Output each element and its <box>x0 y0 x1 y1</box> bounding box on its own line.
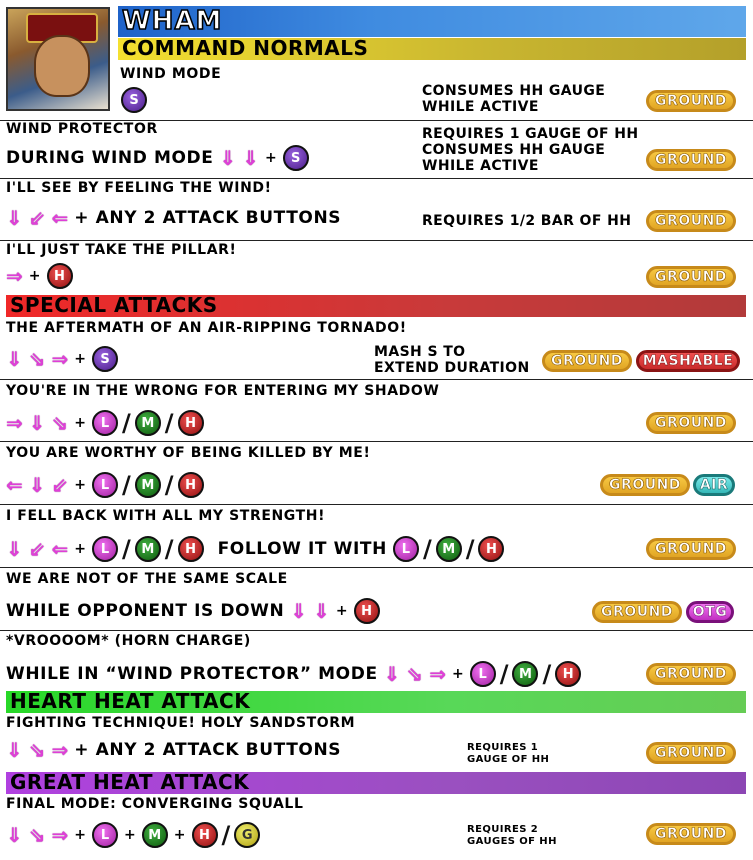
l-button-icon: L <box>92 410 118 436</box>
move-input: ⇓ ⇙ ⇐ + ANY 2 ATTACK BUTTONS <box>6 206 342 230</box>
right-arrow-icon: ⇒ <box>51 738 69 762</box>
move-note: REQUIRES 2 GAUGES OF HH <box>467 824 557 847</box>
m-button-icon: M <box>142 822 168 848</box>
move-name: I'LL SEE BY FEELING THE WIND! <box>6 180 272 196</box>
h-button-icon: H <box>478 536 504 562</box>
l-button-icon: L <box>92 472 118 498</box>
h-button-icon: H <box>178 410 204 436</box>
s-button-icon: S <box>121 87 147 113</box>
move-note: MASH S TO EXTEND DURATION <box>374 344 530 376</box>
section-title: COMMAND NORMALS <box>122 36 369 60</box>
right-arrow-icon: ⇒ <box>429 662 446 686</box>
move-name: WIND MODE <box>120 66 222 82</box>
down-right-arrow-icon: ⇘ <box>406 662 424 686</box>
move-note: REQUIRES 1/2 BAR OF HH <box>422 213 632 229</box>
ground-badge: GROUND <box>646 266 736 288</box>
ground-badge: GROUND <box>646 663 736 685</box>
down-right-arrow-icon: ⇘ <box>51 411 69 435</box>
move-name: WIND PROTECTOR <box>6 121 158 137</box>
move-input: ⇓ ⇙ ⇐ + L / M / H FOLLOW IT WITH L / M / H <box>6 535 504 563</box>
h-button-icon: H <box>555 661 581 687</box>
section-title: HEART HEAT ATTACK <box>10 689 251 713</box>
section-title: GREAT HEAT ATTACK <box>10 770 250 794</box>
character-portrait <box>6 7 110 111</box>
otg-badge: OTG <box>686 601 734 623</box>
move-input <box>121 87 147 113</box>
divider <box>0 240 753 241</box>
down-arrow-icon: ⇓ <box>6 537 23 561</box>
right-arrow-icon: ⇒ <box>51 347 69 371</box>
right-arrow-icon: ⇒ <box>51 823 69 847</box>
m-button-icon: M <box>436 536 462 562</box>
down-right-arrow-icon: ⇘ <box>28 347 46 371</box>
move-name: YOU ARE WORTHY OF BEING KILLED BY ME! <box>6 445 371 461</box>
left-arrow-icon: ⇐ <box>6 473 23 497</box>
g-button-icon: G <box>234 822 260 848</box>
right-arrow-icon: ⇒ <box>6 264 23 288</box>
s-button-icon: S <box>92 346 118 372</box>
down-arrow-icon: ⇓ <box>219 146 237 170</box>
down-left-arrow-icon: ⇙ <box>28 537 46 561</box>
down-arrow-icon: ⇓ <box>28 411 46 435</box>
divider <box>0 441 753 442</box>
mashable-badge: MASHABLE <box>636 350 740 372</box>
h-button-icon: H <box>47 263 73 289</box>
left-arrow-icon: ⇐ <box>51 206 69 230</box>
move-name: FIGHTING TECHNIQUE! HOLY SANDSTORM <box>6 715 356 731</box>
down-arrow-icon: ⇓ <box>6 347 23 371</box>
down-arrow-icon: ⇓ <box>383 662 401 686</box>
l-button-icon: L <box>393 536 419 562</box>
h-button-icon: H <box>178 536 204 562</box>
section-command-normals <box>118 38 746 60</box>
move-name: I FELL BACK WITH ALL MY STRENGTH! <box>6 508 326 524</box>
portrait-face <box>34 35 90 97</box>
down-left-arrow-icon: ⇙ <box>28 206 46 230</box>
l-button-icon: L <box>92 536 118 562</box>
move-input: DURING WIND MODE ⇓ ⇓ + S <box>6 145 309 171</box>
down-arrow-icon: ⇓ <box>313 599 330 623</box>
move-name: *VROOOOM* (HORN CHARGE) <box>6 633 251 649</box>
ground-badge: GROUND <box>646 149 736 171</box>
down-arrow-icon: ⇓ <box>242 146 259 170</box>
ground-badge: GROUND <box>646 412 736 434</box>
h-button-icon: H <box>354 598 380 624</box>
m-button-icon: M <box>135 536 161 562</box>
ground-badge: GROUND <box>646 210 736 232</box>
move-input: WHILE IN “WIND PROTECTOR” MODE ⇓ ⇘ ⇒ + L / M / H <box>6 660 581 688</box>
h-button-icon: H <box>192 822 218 848</box>
move-input: ⇐ ⇓ ⇙ + L / M / H <box>6 471 204 499</box>
m-button-icon: M <box>512 661 538 687</box>
left-arrow-icon: ⇐ <box>51 537 69 561</box>
divider <box>0 379 753 380</box>
move-input: ⇓ ⇘ ⇒ + ANY 2 ATTACK BUTTONS <box>6 738 342 762</box>
section-title: SPECIAL ATTACKS <box>10 293 218 317</box>
ground-badge: GROUND <box>600 474 690 496</box>
s-button-icon: S <box>283 145 309 171</box>
ground-badge: GROUND <box>592 601 682 623</box>
divider <box>0 567 753 568</box>
h-button-icon: H <box>178 472 204 498</box>
move-input: ⇒ ⇓ ⇘ + L / M / H <box>6 409 204 437</box>
down-left-arrow-icon: ⇙ <box>51 473 69 497</box>
move-name: WE ARE NOT OF THE SAME SCALE <box>6 571 288 587</box>
down-arrow-icon: ⇓ <box>28 473 46 497</box>
move-input: ⇒ + H <box>6 263 73 289</box>
down-arrow-icon: ⇓ <box>6 823 23 847</box>
right-arrow-icon: ⇒ <box>6 411 23 435</box>
move-name: THE AFTERMATH OF AN AIR-RIPPING TORNADO! <box>6 320 407 336</box>
l-button-icon: L <box>470 661 496 687</box>
ground-badge: GROUND <box>646 742 736 764</box>
ground-badge: GROUND <box>646 90 736 112</box>
move-input: ⇓ ⇘ ⇒ + L + M + H / G <box>6 821 260 849</box>
character-name-bar <box>118 6 746 37</box>
ground-badge: GROUND <box>646 538 736 560</box>
down-arrow-icon: ⇓ <box>6 206 23 230</box>
section-special-attacks <box>6 295 746 317</box>
ground-badge: GROUND <box>542 350 632 372</box>
move-note: REQUIRES 1 GAUGE OF HH CONSUMES HH GAUGE WHILE ACTIVE <box>422 126 639 174</box>
character-name: WHAM <box>122 6 223 36</box>
down-right-arrow-icon: ⇘ <box>28 823 46 847</box>
down-arrow-icon: ⇓ <box>290 599 308 623</box>
divider <box>0 504 753 505</box>
section-great-heat-attack <box>6 772 746 794</box>
section-heart-heat-attack <box>6 691 746 713</box>
move-name: YOU'RE IN THE WRONG FOR ENTERING MY SHADOW <box>6 383 440 399</box>
l-button-icon: L <box>92 822 118 848</box>
move-input: WHILE OPPONENT IS DOWN ⇓ ⇓ + H <box>6 598 380 624</box>
move-name: FINAL MODE: CONVERGING SQUALL <box>6 796 304 812</box>
move-input: ⇓ ⇘ ⇒ + S <box>6 346 118 372</box>
divider <box>0 630 753 631</box>
move-note: REQUIRES 1 GAUGE OF HH <box>467 742 550 765</box>
down-arrow-icon: ⇓ <box>6 738 23 762</box>
m-button-icon: M <box>135 472 161 498</box>
air-badge: AIR <box>693 474 735 496</box>
ground-badge: GROUND <box>646 823 736 845</box>
move-note: CONSUMES HH GAUGE WHILE ACTIVE <box>422 83 606 115</box>
down-right-arrow-icon: ⇘ <box>28 738 46 762</box>
m-button-icon: M <box>135 410 161 436</box>
divider <box>0 178 753 179</box>
move-name: I'LL JUST TAKE THE PILLAR! <box>6 242 237 258</box>
